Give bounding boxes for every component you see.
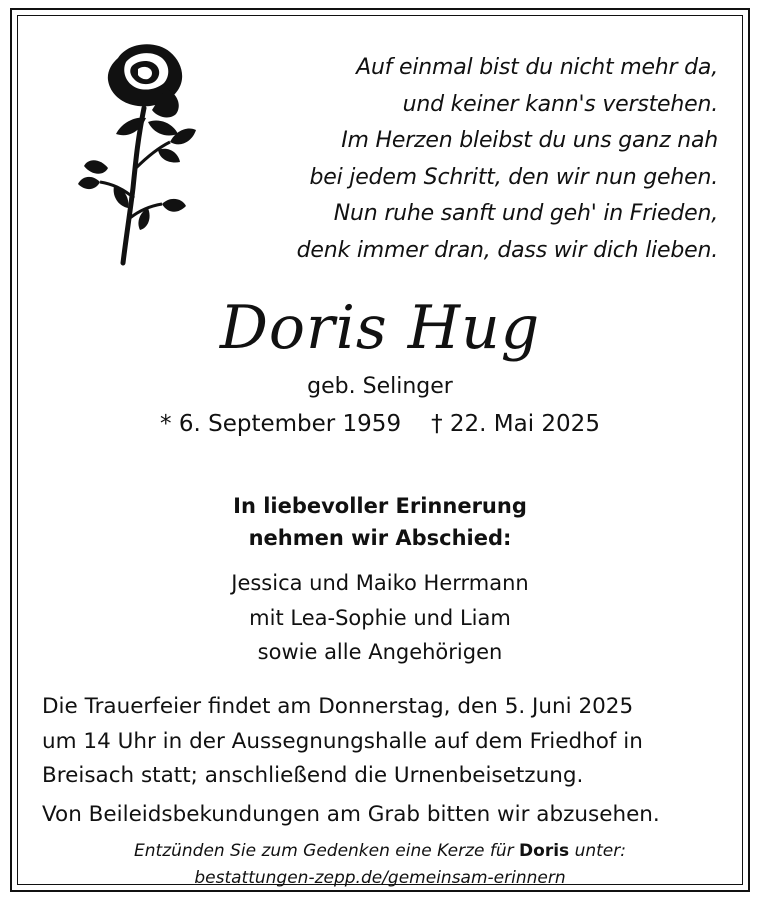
condolence-note: Von Beileidsbekundungen am Grab bitten wir abzusehen. bbox=[42, 802, 660, 827]
deceased-name: Doris Hug bbox=[219, 293, 541, 363]
poem bbox=[198, 50, 718, 269]
death-date: † 22. Mai 2025 bbox=[431, 411, 600, 437]
poem-line: bei jedem Schritt, den wir nun gehen. bbox=[309, 164, 718, 190]
farewell-line: nehmen wir Abschied: bbox=[248, 526, 512, 550]
farewell-heading bbox=[0, 490, 760, 554]
life-dates bbox=[0, 408, 760, 440]
poem-line: Nun ruhe sanft und geh' in Frieden, bbox=[333, 201, 718, 226]
mourner-line: sowie alle Angehörigen bbox=[257, 640, 503, 664]
mourner-line: mit Lea-Sophie und Liam bbox=[249, 605, 511, 630]
poem-line: Im Herzen bleibst du uns ganz nah bbox=[341, 128, 718, 153]
mourner-line: Jessica und Maiko Herrmann bbox=[231, 571, 529, 595]
candle-line bbox=[0, 838, 760, 865]
poem-line: Auf einmal bist du nicht mehr da, bbox=[356, 55, 718, 80]
farewell-line: In liebevoller Erinnerung bbox=[233, 494, 527, 518]
poem-line: denk immer dran, dass wir dich lieben. bbox=[296, 237, 718, 263]
rose-icon bbox=[78, 38, 198, 268]
candle-url[interactable]: bestattungen-zepp.de/gemeinsam-erinnern bbox=[194, 868, 566, 888]
birth-date: * 6. September 1959 bbox=[160, 411, 402, 437]
candle-text: Entzünden Sie zum Gedenken eine Kerze für bbox=[134, 841, 514, 861]
candle-name: Doris bbox=[519, 841, 570, 861]
candle-text-after: unter: bbox=[574, 841, 626, 861]
ceremony-info bbox=[42, 690, 722, 794]
candle-notice bbox=[0, 838, 760, 892]
ceremony-line: Breisach statt; anschließend die Urnenbeisetzung. bbox=[42, 763, 584, 788]
ceremony-line: Die Trauerfeier findet am Donnerstag, den 5. Juni 2025 bbox=[42, 694, 634, 719]
poem-line: und keiner kann's verstehen. bbox=[402, 91, 718, 117]
ceremony-line: um 14 Uhr in der Aussegnungshalle auf dem Friedhof in bbox=[42, 728, 643, 754]
mourners-list bbox=[0, 566, 760, 670]
maiden-name: geb. Selinger bbox=[307, 374, 453, 399]
